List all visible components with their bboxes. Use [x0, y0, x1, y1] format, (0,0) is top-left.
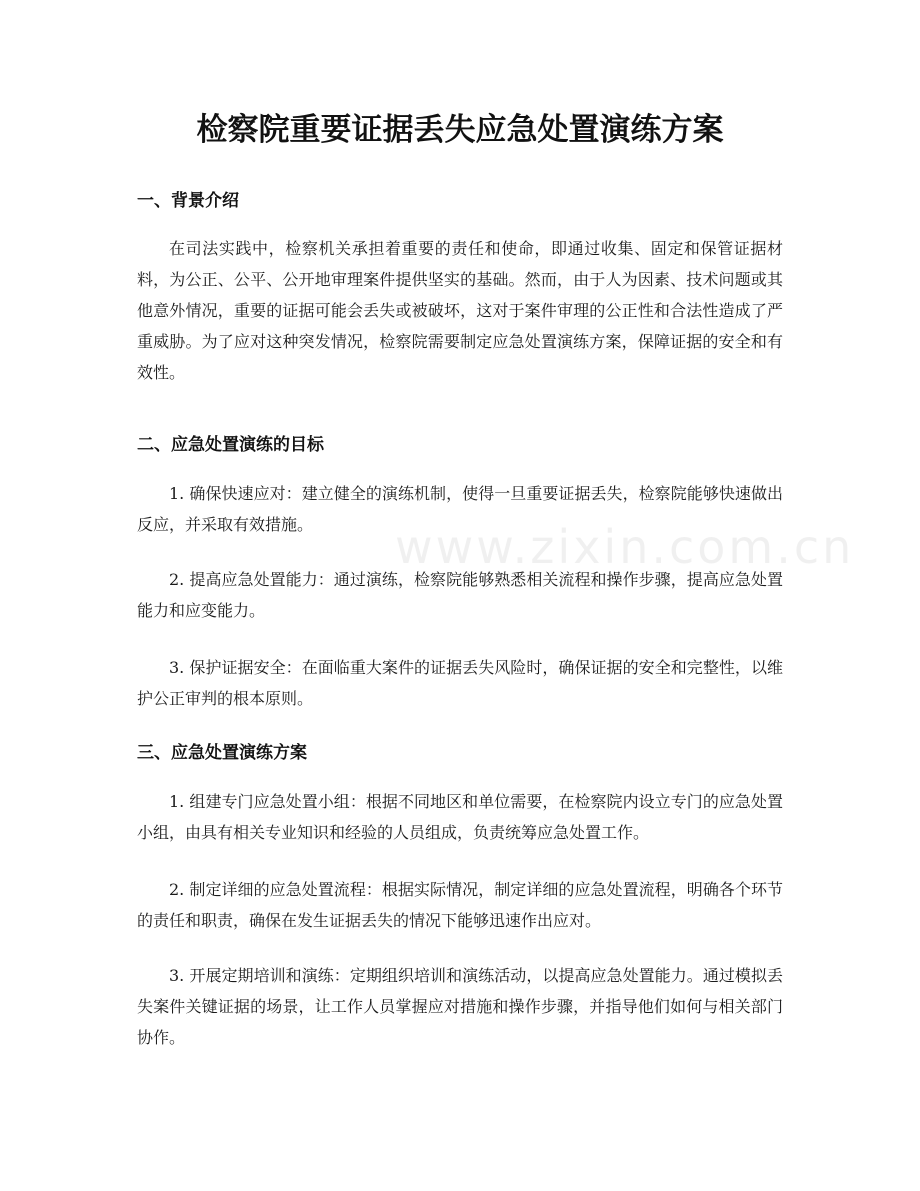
paragraph-plan-2: 2. 制定详细的应急处置流程：根据实际情况，制定详细的应急处置流程，明确各个环节的责任和职责，确保在发生证据丢失的情况下能够迅速作出应对。	[137, 880, 783, 930]
paragraph-goal-2: 2. 提高应急处置能力：通过演练，检察院能够熟悉相关流程和操作步骤，提高应急处置能力和应变能力。	[137, 570, 783, 620]
section-heading-background: 一、背景介绍	[137, 191, 239, 211]
paragraph-goal-1: 1. 确保快速应对：建立健全的演练机制，使得一旦重要证据丢失，检察院能够快速做出反应，并采取有效措施。	[137, 484, 783, 534]
paragraph-goal-3: 3. 保护证据安全：在面临重大案件的证据丢失风险时，确保证据的安全和完整性，以维护公正审判的根本原则。	[137, 658, 783, 708]
paragraph-plan-3: 3. 开展定期培训和演练：定期组织培训和演练活动，以提高应急处置能力。通过模拟丢失案件关键证据的场景，让工作人员掌握应对措施和操作步骤，并指导他们如何与相关部门协作。	[137, 966, 783, 1047]
document-title: 检察院重要证据丢失应急处置演练方案	[196, 112, 724, 148]
section-heading-plan: 三、应急处置演练方案	[137, 743, 307, 763]
watermark: www.zixin.com.cn	[395, 520, 855, 574]
paragraph-plan-1: 1. 组建专门应急处置小组：根据不同地区和单位需要，在检察院内设立专门的应急处置小组，由具有相关专业知识和经验的人员组成，负责统筹应急处置工作。	[137, 792, 783, 842]
section-heading-goals: 二、应急处置演练的目标	[137, 435, 324, 455]
paragraph-background: 在司法实践中，检察机关承担着重要的责任和使命，即通过收集、固定和保管证据材料，为公正、公平、公开地审理案件提供坚实的基础。然而，由于人为因素、技术问题或其他意外情况，重要的证据可能会丢失或被破坏，这对于案件审理的公正性和合法性造成了严重威胁。为了应对这种突发情况，检察院需要制定应急处置演练方案，保障证据的安全和有效性。	[137, 239, 783, 382]
